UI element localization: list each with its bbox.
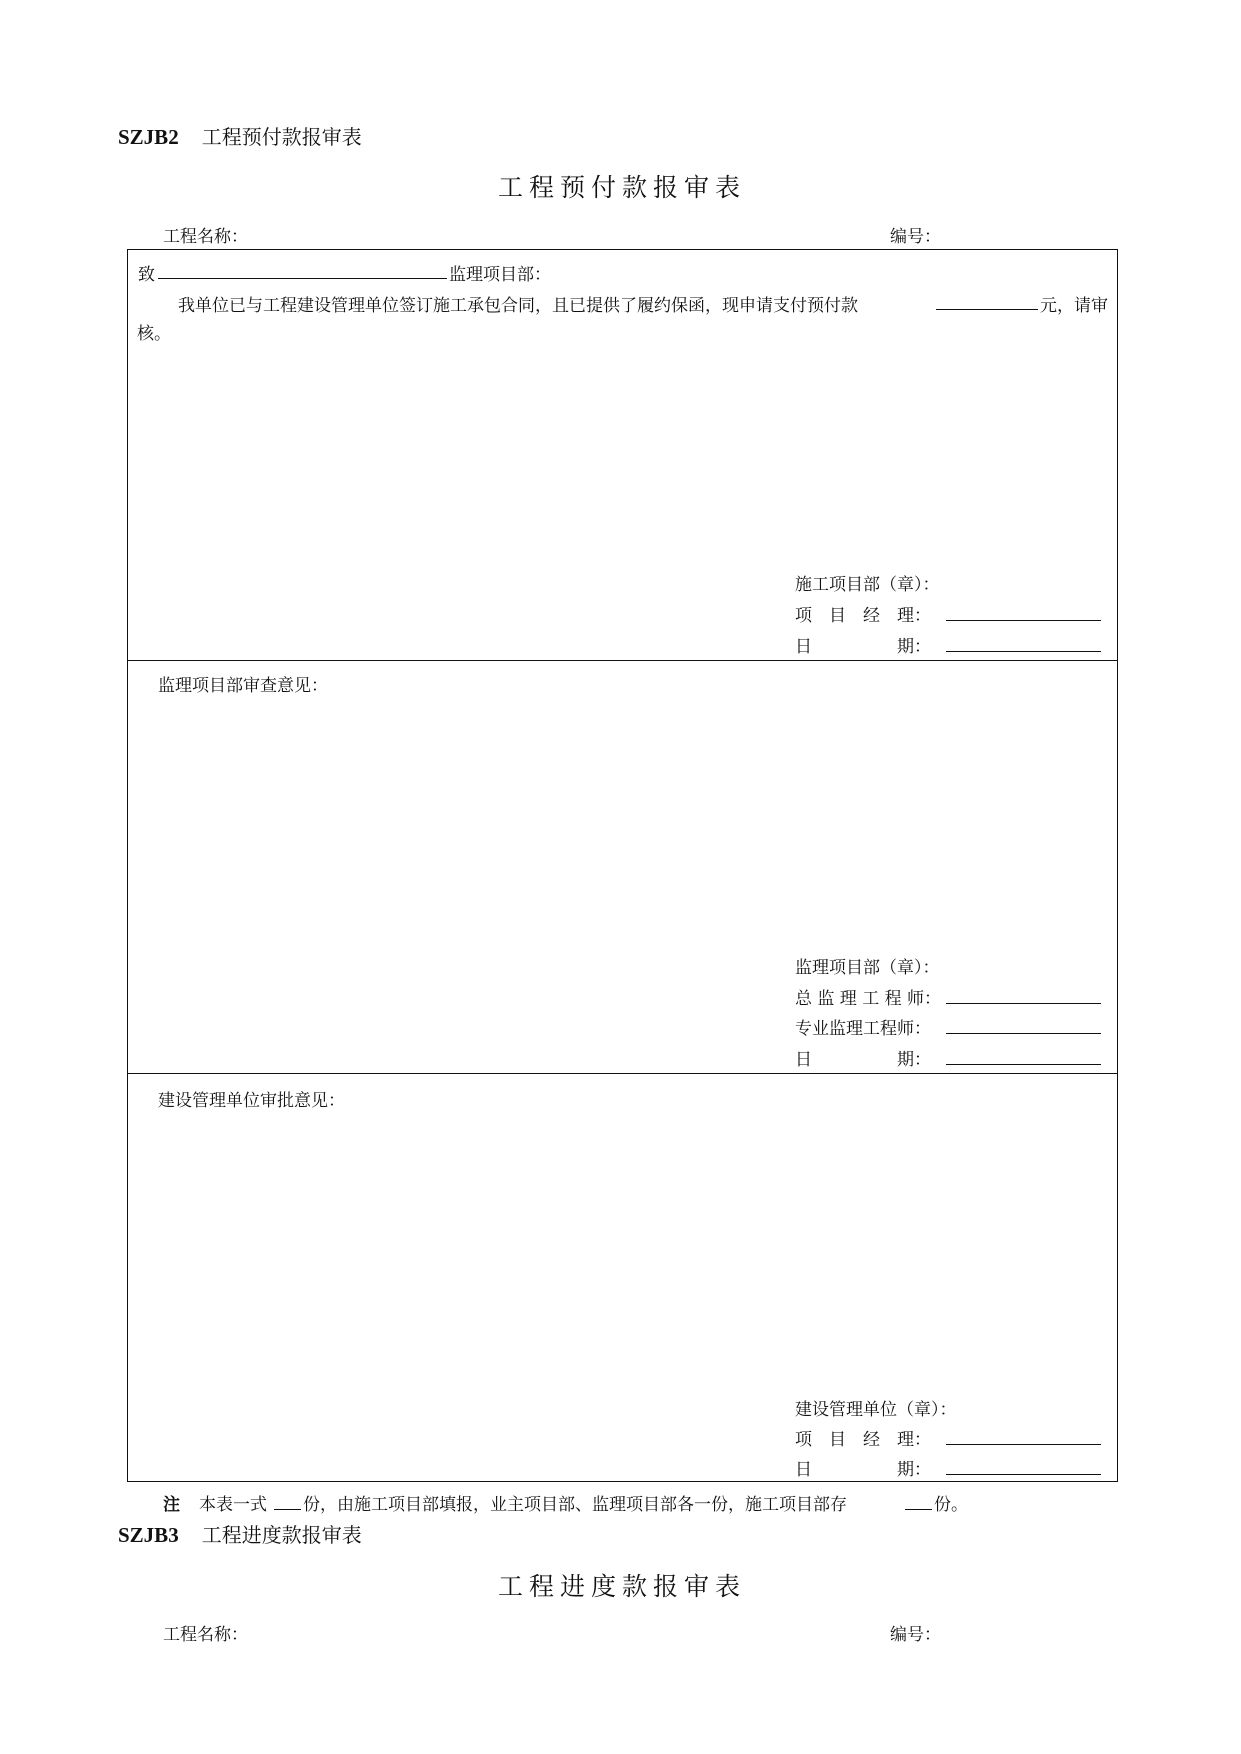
specialist-engineer-label: 专业监理工程师： <box>795 1019 931 1039</box>
section-heading-text: 工程预付款报审表 <box>201 125 362 149</box>
project-name-label: 工程名称： <box>163 227 248 247</box>
form-code: SZJB2 <box>118 125 179 149</box>
date-field[interactable] <box>946 651 1101 652</box>
date-label: 日 期： <box>795 1460 931 1480</box>
review-form <box>127 249 1118 1482</box>
date-field[interactable] <box>946 1474 1101 1475</box>
date-field[interactable] <box>946 1064 1101 1065</box>
supervisor-seal-label: 监理项目部（章）： <box>795 958 940 978</box>
row-divider <box>128 660 1117 661</box>
row-divider <box>128 1073 1117 1074</box>
copies-field[interactable] <box>274 1509 301 1510</box>
application-body-line1: 我单位已与工程建设管理单位签订施工承包合同，且已提供了履约保函，现申请支付预付款 <box>178 296 858 316</box>
note-text-1: 本表一式 <box>199 1495 267 1515</box>
section-heading-text: 工程进度款报审表 <box>201 1523 362 1547</box>
page-title: 工程进度款报审表 <box>498 1572 747 1601</box>
addressee-suffix: 监理项目部： <box>449 265 551 285</box>
retained-copies-field[interactable] <box>905 1509 932 1510</box>
section-heading-2 <box>118 1519 362 1548</box>
date-label: 日 期： <box>795 1050 931 1070</box>
addressee-prefix: 致 <box>138 265 155 285</box>
date-label: 日 期： <box>795 637 931 657</box>
application-body-line2: 核。 <box>137 324 171 344</box>
number-label: 编号： <box>890 1625 941 1645</box>
specialist-engineer-field[interactable] <box>946 1033 1101 1034</box>
section-heading-1 <box>118 121 362 150</box>
application-body-line1-end: 元，请审 <box>1040 296 1108 316</box>
contractor-seal-label: 施工项目部（章）： <box>795 575 940 595</box>
page-title: 工程预付款报审表 <box>498 173 747 202</box>
number-label: 编号： <box>890 227 941 247</box>
advance-amount-field[interactable] <box>936 309 1038 310</box>
project-manager-label: 项 目 经 理： <box>795 1430 931 1450</box>
project-manager-field[interactable] <box>946 620 1101 621</box>
project-manager-field[interactable] <box>946 1444 1101 1445</box>
owner-seal-label: 建设管理单位（章）： <box>795 1400 957 1420</box>
owner-approval-label: 建设管理单位审批意见： <box>158 1091 345 1111</box>
addressee-field[interactable] <box>158 278 447 279</box>
project-name-label: 工程名称： <box>163 1625 248 1645</box>
project-manager-label: 项 目 经 理： <box>795 606 931 626</box>
supervisor-review-label: 监理项目部审查意见： <box>158 676 328 696</box>
note-text-3: 份。 <box>934 1495 968 1515</box>
chief-engineer-field[interactable] <box>946 1003 1101 1004</box>
note-label: 注 <box>163 1495 180 1515</box>
chief-engineer-label: 总 监 理 工 程 师： <box>795 989 942 1009</box>
form-code: SZJB3 <box>118 1523 179 1547</box>
note-text-2: 份，由施工项目部填报，业主项目部、监理项目部各一份，施工项目部存 <box>303 1495 847 1515</box>
